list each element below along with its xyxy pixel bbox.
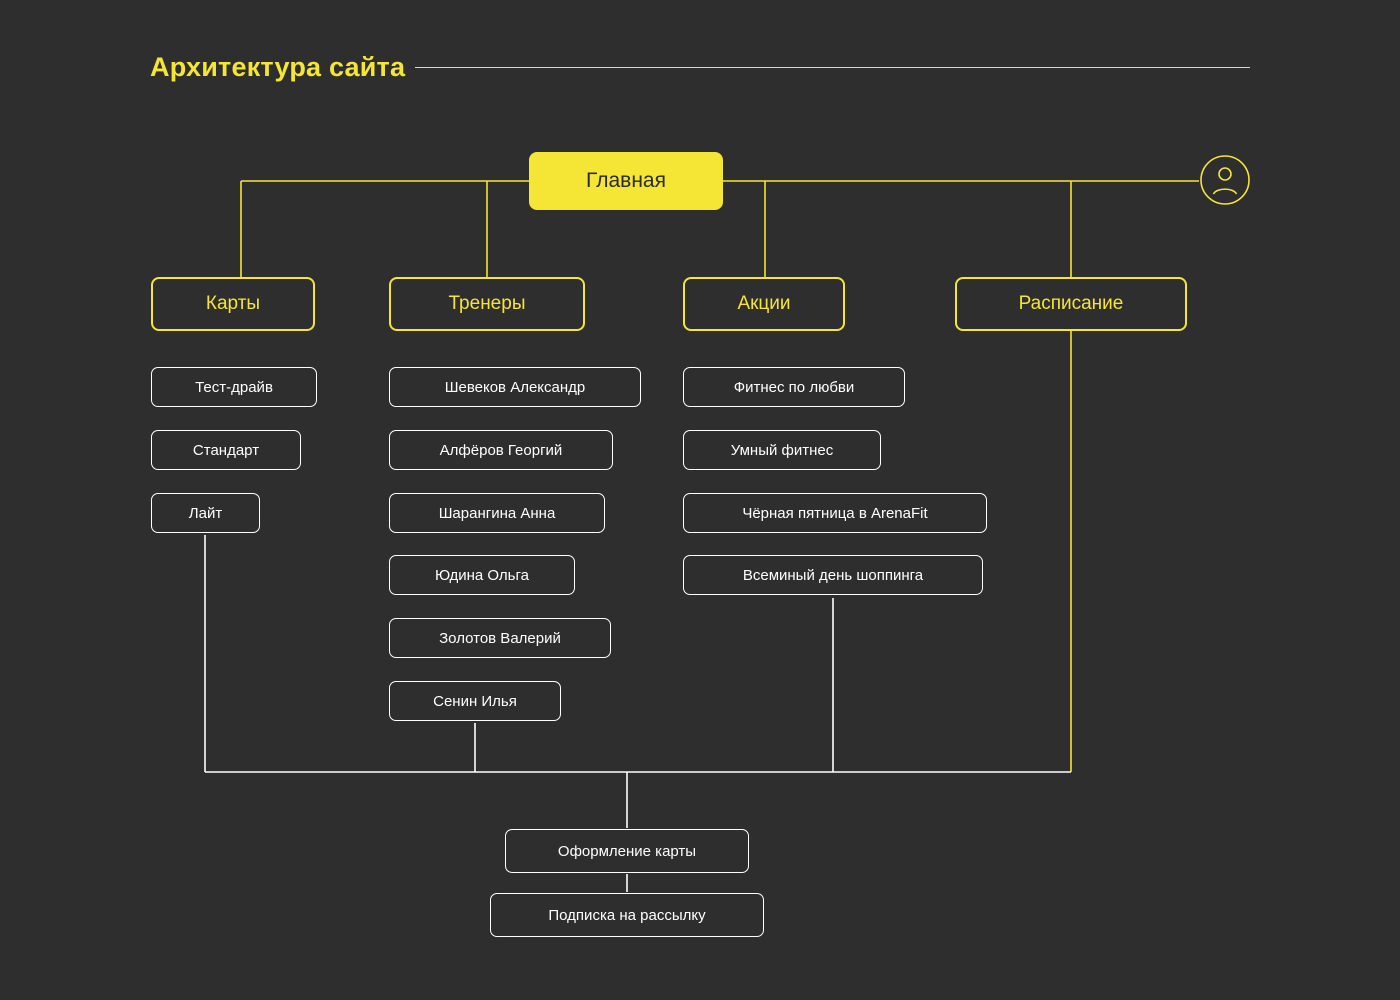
node-card-light[interactable]: Лайт	[151, 493, 260, 533]
node-trainer-alferov[interactable]: Алфёров Георгий	[389, 430, 613, 470]
node-section-cards[interactable]: Карты	[151, 277, 315, 331]
node-section-promos[interactable]: Акции	[683, 277, 845, 331]
page-title: Архитектура сайта	[150, 52, 406, 82]
node-section-schedule[interactable]: Расписание	[955, 277, 1187, 331]
node-trainer-shevekov[interactable]: Шевеков Александр	[389, 367, 641, 407]
node-promo-smart-fitness[interactable]: Умный фитнес	[683, 430, 881, 470]
node-shared-card-application[interactable]: Оформление карты	[505, 829, 749, 873]
node-trainer-sharangina[interactable]: Шарангина Анна	[389, 493, 605, 533]
node-promo-fitness-love[interactable]: Фитнес по любви	[683, 367, 905, 407]
node-card-test-drive[interactable]: Тест-драйв	[151, 367, 317, 407]
node-shared-newsletter-subscription[interactable]: Подписка на рассылку	[490, 893, 764, 937]
node-section-trainers[interactable]: Тренеры	[389, 277, 585, 331]
node-home[interactable]: Главная	[529, 152, 723, 210]
node-promo-black-friday[interactable]: Чёрная пятница в ArenaFit	[683, 493, 987, 533]
node-trainer-senin[interactable]: Сенин Илья	[389, 681, 561, 721]
user-account-icon[interactable]	[1199, 154, 1251, 206]
node-trainer-yudina[interactable]: Юдина Ольга	[389, 555, 575, 595]
node-card-standard[interactable]: Стандарт	[151, 430, 301, 470]
node-trainer-zolotov[interactable]: Золотов Валерий	[389, 618, 611, 658]
node-promo-shopping-day[interactable]: Всеминый день шоппинга	[683, 555, 983, 595]
